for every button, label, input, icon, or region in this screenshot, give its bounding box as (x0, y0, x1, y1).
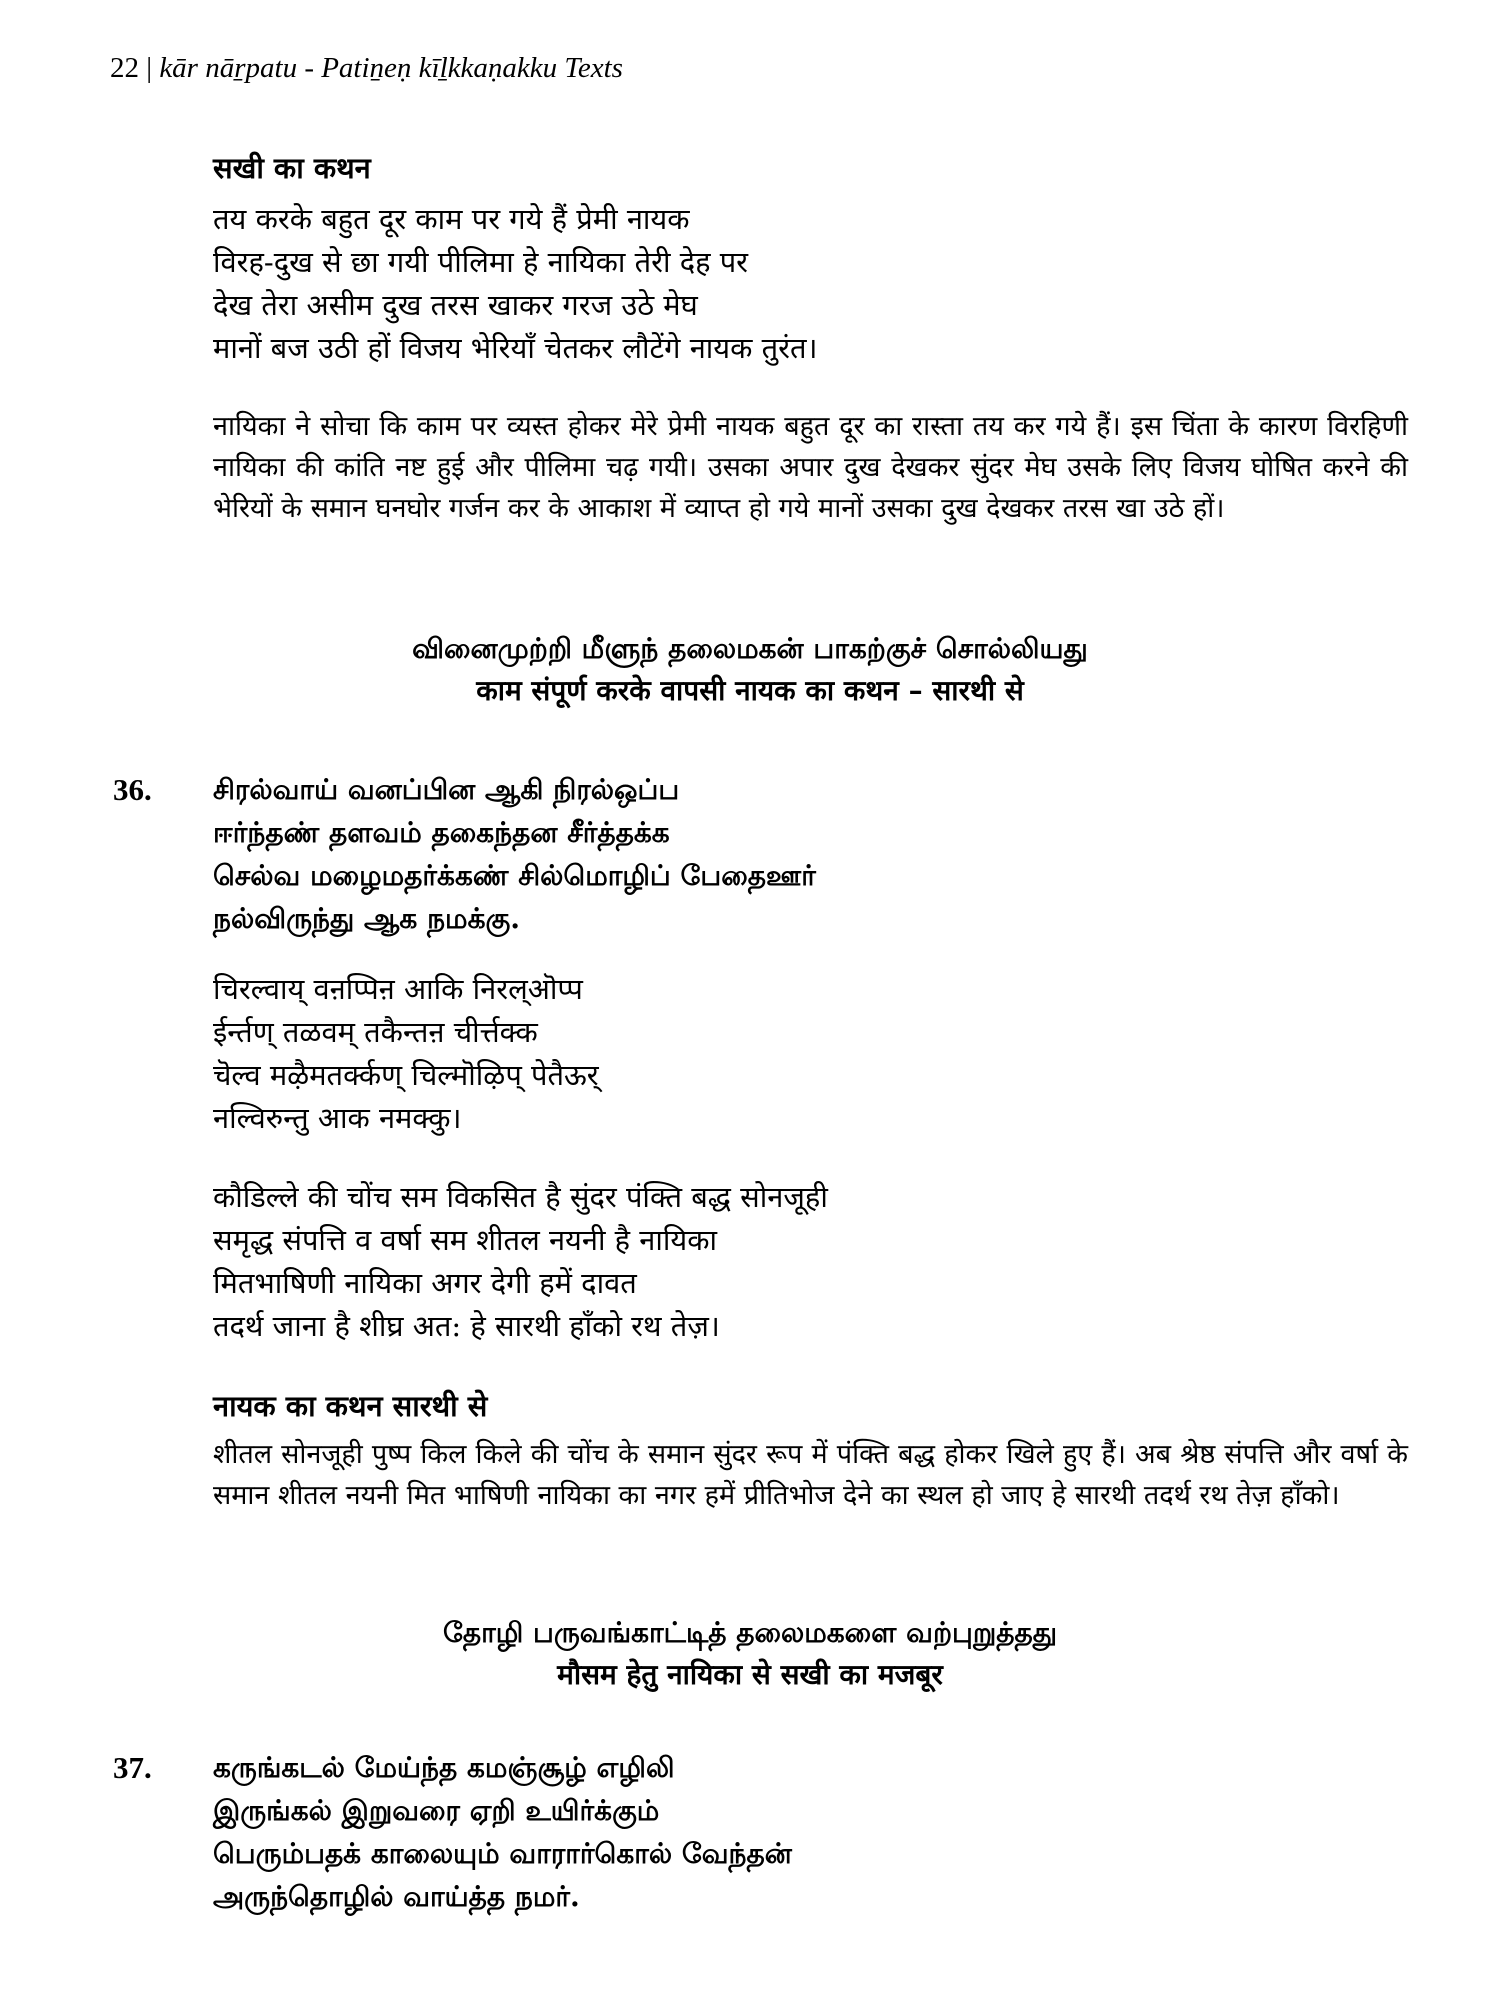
sub-heading-nayak: नायक का कथन सारथी से (213, 1389, 488, 1423)
page-number: 22 | (110, 52, 153, 84)
verse-line: विरह-दुख से छा गयी पीलिमा हे नायिका तेरी देह पर (213, 245, 749, 279)
hindi-heading: मौसम हेतु नायिका से सखी का मजबूर (557, 1658, 943, 1691)
transliteration-line: ईर्न्तण् तळवम् तकैन्तऩ चीर्त्तक्क (213, 1015, 538, 1049)
verse-line: तदर्थ जाना है शीघ्र अत: हे सारथी हाँको रथ तेज़। (213, 1309, 720, 1343)
section-heading-sakhi: सखी का कथन (213, 151, 371, 185)
tamil-heading: தோழி பருவங்காட்டித் தலைமகளை வற்புறுத்தது (442, 1616, 1058, 1649)
tamil-line: நல்விருந்து ஆக நமக்கு. (213, 902, 520, 935)
verse-line: मानों बज उठी हों विजय भेरियाँ चेतकर लौटेंगे नायक तुरंत। (213, 331, 818, 365)
tamil-line: சிரல்வாய் வனப்பின ஆகி நிரல்ஒப்ப (213, 773, 680, 806)
verse-line: देख तेरा असीम दुख तरस खाकर गरज उठे मेघ (213, 288, 698, 322)
tamil-line: ஈர்ந்தண் தளவம் தகைந்தன சீர்த்தக்க (213, 816, 670, 849)
verse-line: तय करके बहुत दूर काम पर गये हैं प्रेमी नायक (213, 202, 690, 236)
tamil-line: இருங்கல் இறுவரை ஏறி உயிர்க்கும் (213, 1794, 660, 1827)
tamil-heading: வினைமுற்றி மீளுந் தலைமகன் பாகற்குச் சொல்லியது (412, 632, 1088, 665)
transliteration-line: चॆल्व मऴैमतर्क्कण् चिल्मॊऴिप् पेतैऊर् (213, 1058, 599, 1092)
transliteration-line: चिरल्वाय् वऩप्पिऩ आकि निरल्ऒप्प (213, 972, 583, 1006)
tamil-verse-37 (213, 1746, 792, 1918)
hindi-heading: काम संपूर्ण करके वापसी नायक का कथन – सारथी से (476, 674, 1024, 707)
transliteration-36 (213, 968, 599, 1140)
transliteration-line: नल्विरुन्तु आक नमक्कु। (213, 1101, 462, 1135)
tamil-line: அருந்தொழில் வாய்த்த நமர். (213, 1880, 580, 1913)
verse-line: मितभाषिणी नायिका अगर देगी हमें दावत (213, 1266, 637, 1300)
hindi-verse-section1 (213, 198, 818, 370)
running-title: kār nāṟpatu - Patiṉeṇ kīḻkkaṇakku Texts (159, 52, 623, 84)
running-header (110, 52, 623, 85)
verse-line: समृद्ध संपत्ति व वर्षा सम शीतल नयनी है नायिका (213, 1223, 718, 1257)
centered-heading-section2 (0, 628, 1500, 712)
tamil-line: கருங்கடல் மேய்ந்த கமஞ்சூழ் எழிலி (213, 1751, 675, 1784)
verse-number-36: 36. (113, 772, 152, 807)
tamil-line: பெரும்பதக் காலையும் வாரார்கொல் வேந்தன் (213, 1837, 792, 1870)
prose-section1: नायिका ने सोचा कि काम पर व्यस्त होकर मेरे प्रेमी नायक बहुत दूर का रास्ता तय कर गये हैं। इस चिंता के कारण विरहिणी नायिका की कांति नष्ट हुई और पीलिमा चढ़ गयी। उसका अपार दुख देखकर सुंदर मेघ उसके लिए विजय घोषित करने की भेरियों के समान घनघोर गर्जन कर के आकाश में व्याप्त हो गये मानों उसका दुख देखकर तरस खा उठे हों। (213, 411, 1408, 524)
centered-heading-section3 (0, 1612, 1500, 1696)
verse-line: कौडिल्ले की चोंच सम विकसित है सुंदर पंक्ति बद्ध सोनजूही (213, 1180, 828, 1214)
tamil-line: செல்வ மழைமதர்க்கண் சில்மொழிப் பேதைஊர் (213, 859, 816, 892)
prose-verse36: शीतल सोनजूही पुष्प किल किले की चोंच के समान सुंदर रूप में पंक्ति बद्ध होकर खिले हुए हैं। अब श्रेष्ठ संपत्ति और वर्षा के समान शीतल नयनी मित भाषिणी नायिका का नगर हमें प्रीतिभोज देने का स्थल हो जाए हे सारथी तदर्थ रथ तेज़ हाँको। (213, 1439, 1408, 1511)
hindi-verse-36 (213, 1176, 828, 1348)
verse-number-37: 37. (113, 1750, 152, 1785)
tamil-verse-36 (213, 768, 816, 940)
